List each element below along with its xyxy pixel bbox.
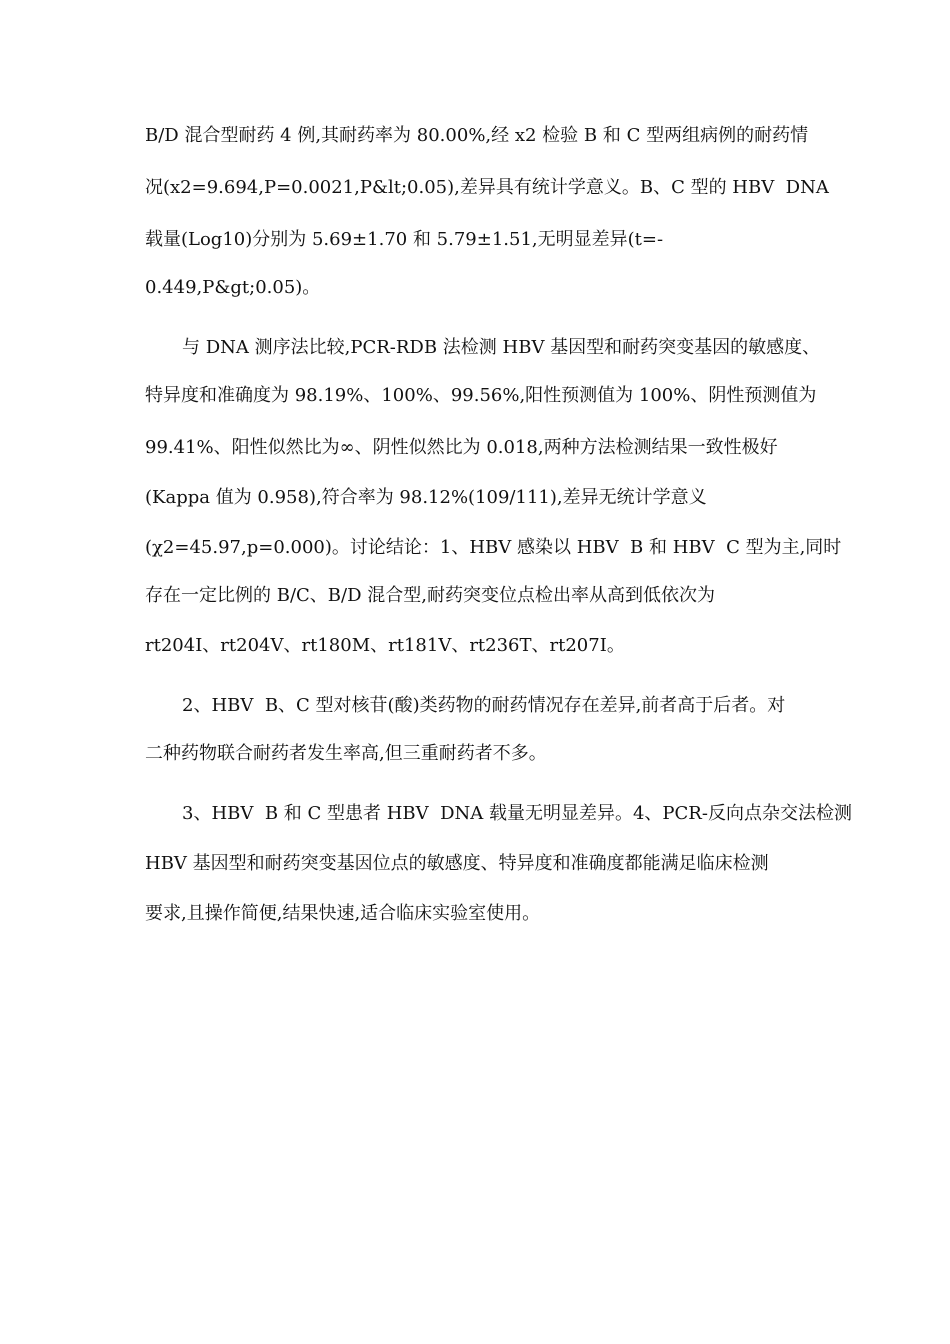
text-line: 况(x2=9.694,P=0.0021,P&lt;0.05),差异具有统计学意义。B、C 型的 HBV DNA [145,177,829,198]
text-line: 特异度和准确度为 98.19%、100%、99.56%,阳性预测值为 100%、阴性预测值为 [145,385,817,406]
text-line: B/D 混合型耐药 4 例,其耐药率为 80.00%,经 x2 检验 B 和 C 型两组病例的耐药情 [145,125,809,146]
text-line: 要求,且操作简便,结果快速,适合临床实验室使用。 [145,903,541,924]
text-line: 2、HBV B、C 型对核苷(酸)类药物的耐药情况存在差异,前者高于后者。对 [182,695,786,716]
text-line: 99.41%、阳性似然比为∞、阴性似然比为 0.018,两种方法检测结果一致性极好 [145,437,778,458]
text-line: 与 DNA 测序法比较,PCR-RDB 法检测 HBV 基因型和耐药突变基因的敏感度、 [182,337,821,358]
text-line: 3、HBV B 和 C 型患者 HBV DNA 载量无明显差异。4、PCR-反向点杂交法检测 [182,803,852,824]
text-line: (Kappa 值为 0.958),符合率为 98.12%(109/111),差异无统计学意义 [145,487,707,508]
text-line: HBV 基因型和耐药突变基因位点的敏感度、特异度和准确度都能满足临床检测 [145,853,769,874]
text-line: (χ2=45.97,p=0.000)。讨论结论：1、HBV 感染以 HBV B 和 HBV C 型为主,同时 [145,537,842,558]
text-line: rt204I、rt204V、rt180M、rt181V、rt236T、rt207I。 [145,635,625,656]
text-line: 载量(Log10)分别为 5.69±1.70 和 5.79±1.51,无明显差异(t=- [145,229,664,250]
text-line: 二种药物联合耐药者发生率高,但三重耐药者不多。 [145,743,547,764]
text-line: 0.449,P&gt;0.05)。 [145,277,321,298]
text-line: 存在一定比例的 B/C、B/D 混合型,耐药突变位点检出率从高到低依次为 [145,585,715,606]
